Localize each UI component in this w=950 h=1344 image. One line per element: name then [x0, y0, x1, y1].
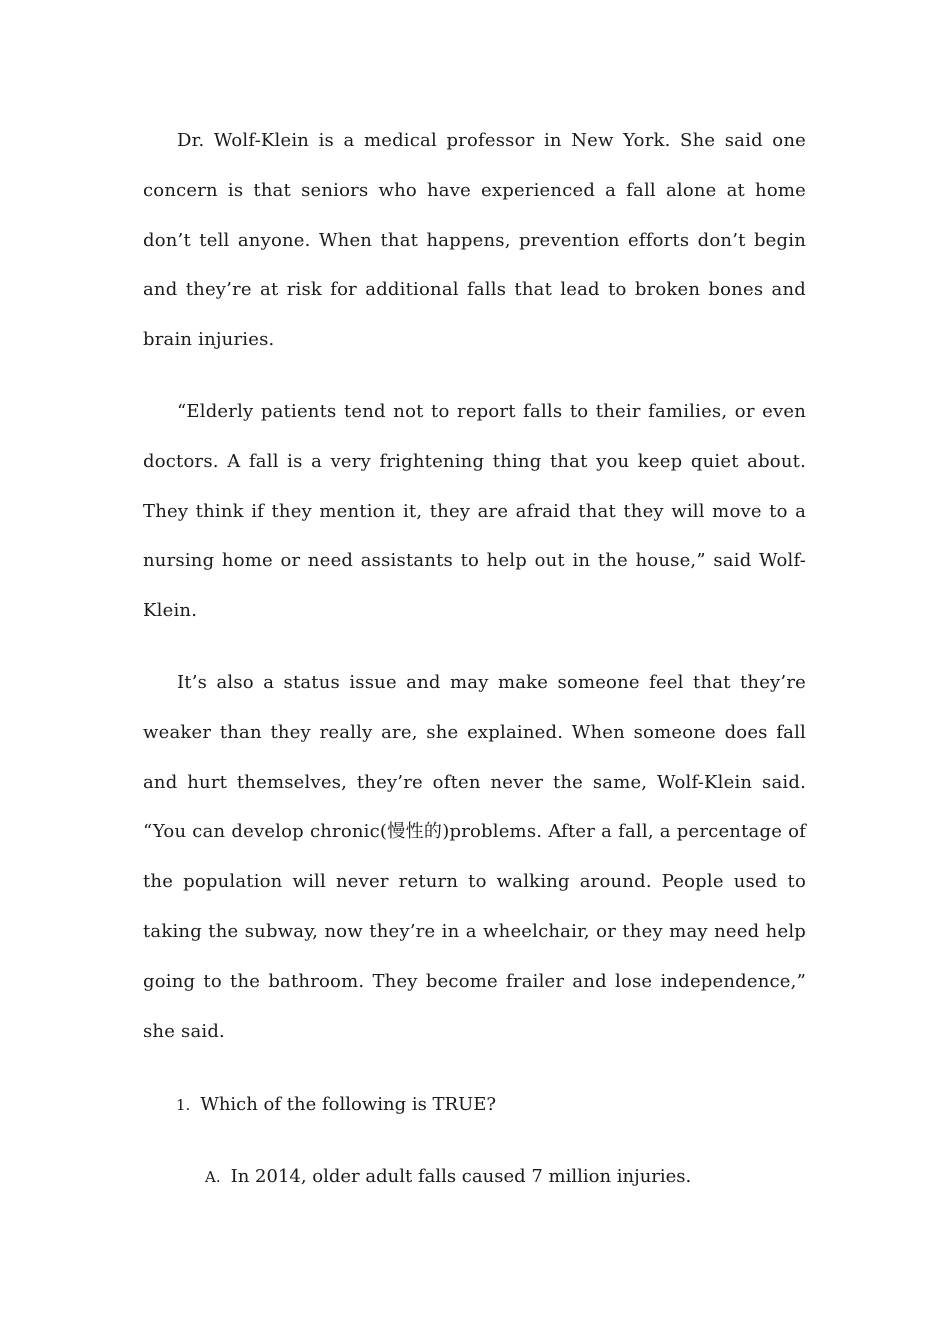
paragraph-1: Dr. Wolf-Klein is a medical professor in New York. She said one concern is that seniors who have experienced a fall alone at home don’t tell anyone. When that happens, prevention efforts don’t begin and they’re at risk for additional falls that lead to broken bones and brain injuries. [143, 130, 806, 351]
option-a [205, 1163, 691, 1191]
question-text: Which of the following is TRUE? [200, 1094, 497, 1115]
paragraph-2: “Elderly patients tend not to report falls to their families, or even doctors. A fall is a very frightening thing that you keep quiet about. They think if they mention it, they are afraid that they will move to a nursing home or need assistants to help out in the house,” said Wolf-Klein. [143, 401, 806, 622]
paragraph-3: It’s also a status issue and may make someone feel that they’re weaker than they really are, she explained. When someone does fall and hurt themselves, they’re often never the same, Wolf-Klein said. “You can develop chronic(慢性的)problems. After a fall, a percentage of the population will never return to walking around. People used to taking the subway, now they’re in a wheelchair, or they may need help going to the bathroom. They become frailer and lose independence,” she said. [143, 672, 806, 1042]
question-number: 1. [176, 1096, 191, 1114]
option-letter: A. [205, 1168, 221, 1186]
question-1 [176, 1091, 496, 1119]
option-text: In 2014, older adult falls caused 7 million injuries. [230, 1166, 692, 1187]
